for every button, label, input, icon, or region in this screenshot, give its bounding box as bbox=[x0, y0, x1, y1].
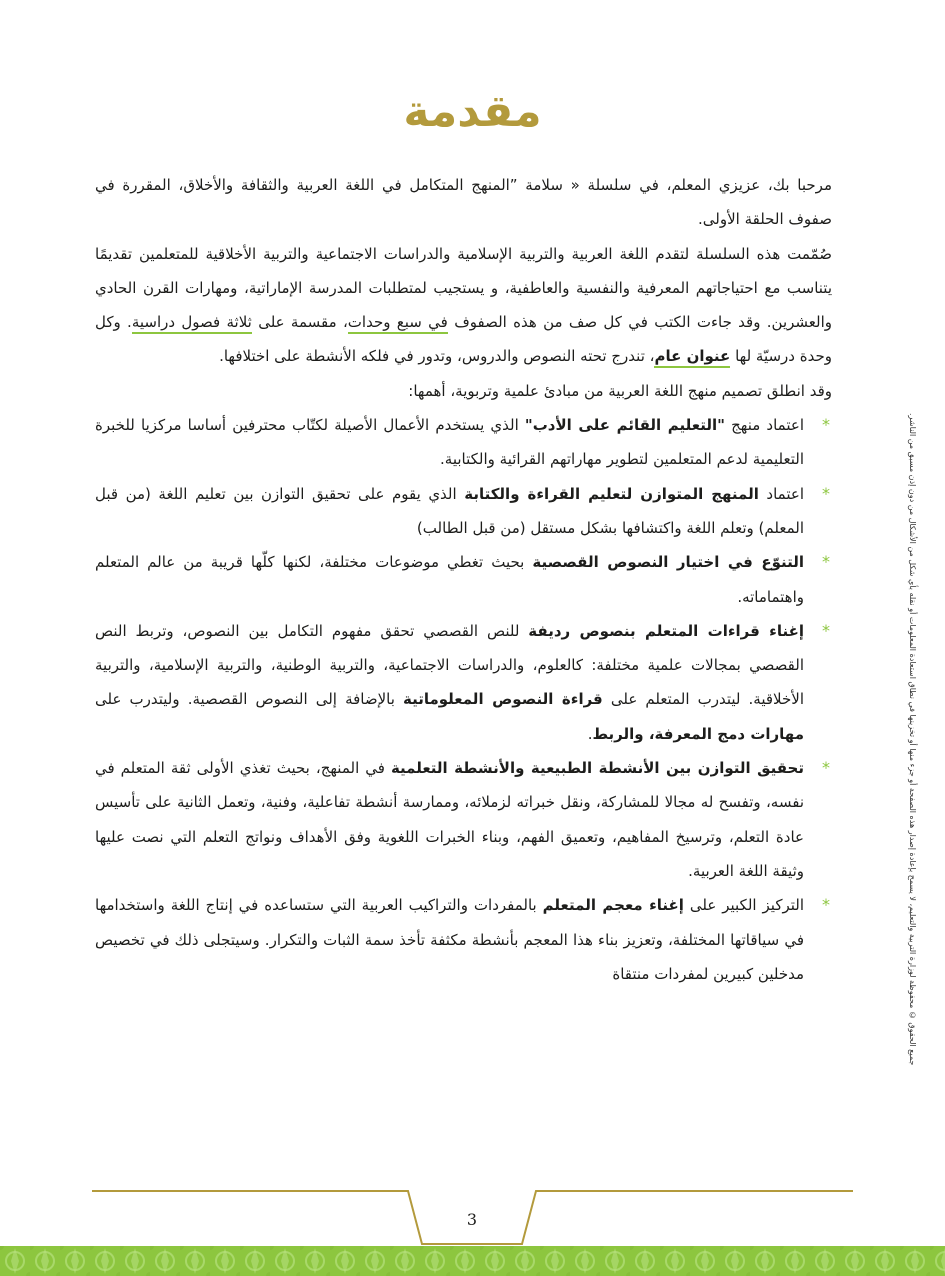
star-bullet-icon: * bbox=[822, 415, 830, 435]
principles-list bbox=[95, 408, 832, 991]
list-item bbox=[95, 614, 832, 751]
list-item bbox=[95, 888, 832, 991]
highlight-three-semesters: ثلاثة فصول دراسية bbox=[132, 313, 252, 334]
intro-paragraph-2 bbox=[95, 237, 832, 374]
star-bullet-icon: * bbox=[822, 758, 830, 778]
star-bullet-icon: * bbox=[822, 620, 830, 640]
bullet-bold-text: إغناء قراءات المتعلم بنصوص رديفة bbox=[528, 621, 804, 640]
intro-p2-text-d: ، تندرج تحته النصوص والدروس، وتدور في فلكه الأنشطة على اختلافها. bbox=[219, 347, 655, 366]
star-bullet-icon: * bbox=[822, 552, 830, 572]
bullet-text: التركيز الكبير على bbox=[683, 896, 805, 915]
intro-p2-text-c: . وكل وحدة درسيّة لها bbox=[95, 313, 832, 366]
copyright-side-note: جميع الحقوق © محفوظة لوزارة التربية والتعليم، لا يسمح بإعادة إصدار هذه الصفحة أو جزء منها أو تخزينها في نطاق استعادة المعلومات أو نقله بأي شكل من الأشكال من دون إذن مسبق من الناشر. bbox=[908, 412, 917, 1065]
bullet-text: بحيث تغطي موضوعات مختلفة، لكنها كلّها قريبة من عالم المتعلم واهتماماته. bbox=[95, 553, 804, 606]
list-item bbox=[95, 751, 832, 888]
intro-p2-text-a: صُمّمت هذه السلسلة لتقدم اللغة العربية والتربية الإسلامية والدراسات الاجتماعية والتربية الأخلاقية للمتعلمين تقديمًا يتناسب مع احتياجاتهم المعرفية والنفسية والعاطفية، و يستجيب لمتطلبات المدرسة الإماراتية، ومهارات القرن الحادي والعشرين. وقد جاءت الكتب في كل صف من هذه الصفوف bbox=[95, 244, 832, 332]
intro-body bbox=[95, 168, 832, 991]
star-bullet-icon: * bbox=[822, 895, 830, 915]
footer-rule-right bbox=[536, 1190, 853, 1192]
bullet-bold-text: المنهج المتوازن لتعليم القراءة والكتابة bbox=[464, 484, 759, 503]
list-item bbox=[95, 477, 832, 546]
bullet-bold-text: "التعليم القائم على الأدب" bbox=[524, 416, 725, 435]
bullet-text: الذي يستخدم الأعمال الأصيلة لكتّاب محترفين أساسا مركزيا للخبرة التعليمية لدعم المتعلمين لتطوير مهاراتهم القرائية والكتابية. bbox=[95, 416, 804, 469]
bullet-text: بالمفردات والتراكيب العربية التي ستساعده في إنتاج اللغة واستخدامها في سياقاتها المختلفة، وتعزيز بناء هذا المعجم بأنشطة مكثفة تأخذ سمة الثبات والتكرار. وسيتجلى ذلك في تخصيص مدخلين كبيرين لمفردات منتقاة bbox=[95, 896, 804, 983]
intro-p2-text-b: ، مقسمة على bbox=[258, 313, 348, 332]
bullet-bold-text: إغناء معجم المتعلم bbox=[542, 896, 684, 915]
footer-rule-left bbox=[92, 1190, 408, 1192]
pattern-decoration bbox=[0, 1246, 945, 1276]
intro-paragraph-3: وقد انطلق تصميم منهج اللغة العربية من مبادئ علمية وتربوية، أهمها: bbox=[408, 381, 832, 400]
bullet-bold-text: مهارات دمج المعرفة، والربط bbox=[592, 724, 804, 743]
list-item bbox=[95, 545, 832, 614]
bullet-bold-text: تحقيق التوازن بين الأنشطة الطبيعية والأنشطة التعلمية bbox=[390, 759, 804, 778]
bullet-text: في المنهج، بحيث تغذي الأولى ثقة المتعلم في نفسه، وتفسح له مجالا للمشاركة، ونقل خبراته لزملائه، وممارسة أنشطة تفاعلية، وفنية، وتعمل الثانية على تأسيس عادة التعلم، وترسيخ المفاهيم، وتعميق الفهم، وبناء الخبرات اللغوية وفق الأهداف ونواتج التعلم التي نصت عليها وثيقة اللغة العربية. bbox=[95, 759, 804, 880]
intro-paragraph-1: مرحبا بك، عزيزي المعلم، في سلسلة « سلامة ”المنهج المتكامل في اللغة العربية والثقافة والأخلاق، المقررة في صفوف الحلقة الأولى. bbox=[95, 176, 832, 229]
highlight-seven-units: في سبع وحدات bbox=[348, 313, 448, 334]
bullet-bold-text: قراءة النصوص المعلوماتية bbox=[402, 690, 603, 709]
bullet-text: . bbox=[587, 724, 593, 743]
page-title: مقدمة bbox=[403, 86, 542, 137]
bullet-text: بالإضافة إلى النصوص القصصية. وليتدرب على bbox=[95, 690, 403, 709]
star-bullet-icon: * bbox=[822, 483, 830, 503]
bullet-text: للنص القصصي تحقق مفهوم التكامل بين النصوص، وتربط النص القصصي بمجالات علمية مختلفة: كالعلوم، والدراسات الاجتماعية، والتربية الوطنية، والتربية الإسلامية، والتربية الأخلاقية. ليتدرب المتعلم على bbox=[95, 621, 804, 709]
bullet-text: اعتماد منهج bbox=[724, 416, 804, 435]
highlight-general-title: عنوان عام bbox=[654, 347, 730, 368]
list-item bbox=[95, 408, 832, 477]
decorative-bottom-band bbox=[0, 1246, 945, 1276]
page-number: 3 bbox=[466, 1210, 478, 1229]
bullet-text: اعتماد bbox=[758, 484, 804, 503]
bullet-text: الذي يقوم على تحقيق التوازن بين تعليم اللغة (من قبل المعلم) وتعلم اللغة واكتشافها بشكل مستقل (من قبل الطالب) bbox=[95, 484, 804, 537]
bullet-bold-text: التنوّع في اختيار النصوص القصصية bbox=[532, 553, 804, 572]
